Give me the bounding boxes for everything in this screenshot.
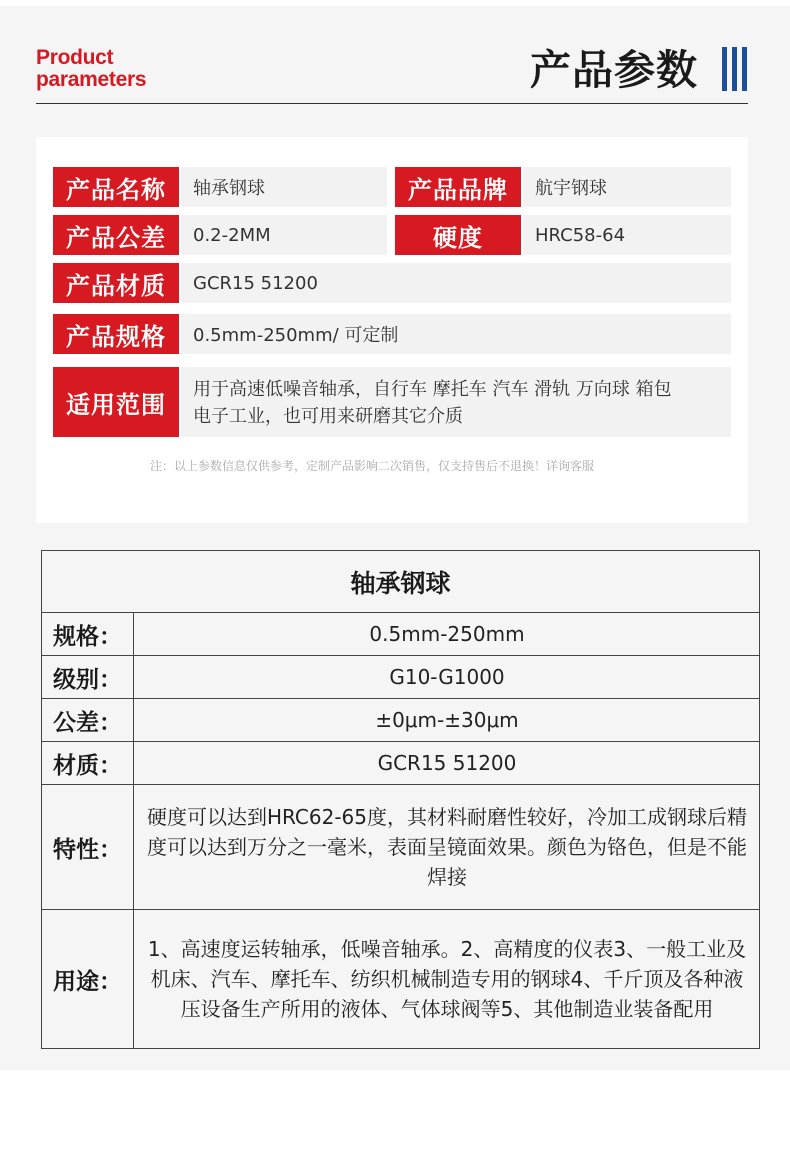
table-row-value: ±0μm-±30μm	[375, 708, 519, 732]
table-row	[42, 656, 759, 699]
table-row	[42, 613, 759, 656]
product-material-value: GCR15 51200	[181, 263, 731, 303]
table-row-value: 0.5mm-250mm	[369, 622, 525, 646]
header-english-title	[36, 47, 146, 91]
product-spec-label: 产品规格	[53, 314, 179, 354]
disclaimer-note: 注：以上参数信息仅供参考，定制产品影响二次销售，仅支持售后不退换！详询客服	[150, 459, 595, 473]
table-row-value: 硬度可以达到HRC62-65度，其材料耐磨性较好，冷加工成钢球后精度可以达到万分之一毫米，表面呈镜面效果。颜色为铬色，但是不能焊接	[146, 805, 748, 889]
spec-table-title: 轴承钢球	[42, 551, 759, 613]
bars-icon	[722, 47, 750, 91]
product-brand-value: 航宇钢球	[523, 167, 731, 207]
header-english-line1: Product	[36, 46, 114, 69]
table-row-key: 材质：	[42, 742, 134, 784]
product-name-label: 产品名称	[53, 167, 179, 207]
hardness-label: 硬度	[395, 215, 521, 255]
product-material-label: 产品材质	[53, 263, 179, 303]
application-scope-line1: 用于高速低噪音轴承，自行车 摩托车 汽车 滑轨 万向球 箱包	[193, 379, 672, 400]
table-row-key: 特性：	[42, 785, 134, 909]
table-row-value: 1、高速度运转轴承，低噪音轴承。2、高精度的仪表3、一般工业及机床、汽车、摩托车、纺织机械制造专用的钢球4、千斤顶及各种液压设备生产所用的液体、气体球阀等5、其他制造业装备配用	[147, 937, 747, 1021]
table-row-key: 用途：	[42, 910, 134, 1048]
product-spec-value: 0.5mm-250mm/ 可定制	[181, 314, 731, 354]
product-brand-label: 产品品牌	[395, 167, 521, 207]
table-row	[42, 742, 759, 785]
table-row	[42, 910, 759, 1048]
header-chinese-title: 产品参数	[530, 46, 698, 94]
header-divider	[36, 103, 748, 104]
table-row-key: 公差：	[42, 699, 134, 741]
table-row-key: 规格：	[42, 613, 134, 655]
product-tolerance-label: 产品公差	[53, 215, 179, 255]
table-row-value: GCR15 51200	[377, 751, 517, 775]
application-scope-label: 适用范围	[53, 367, 179, 437]
hardness-value: HRC58-64	[523, 215, 731, 255]
table-row	[42, 785, 759, 910]
product-name-value: 轴承钢球	[181, 167, 387, 207]
table-row-key: 级别：	[42, 656, 134, 698]
application-scope-line2: 电子工业，也可用来研磨其它介质	[193, 406, 463, 427]
application-scope-value	[181, 367, 731, 437]
spec-table	[41, 550, 760, 1049]
product-tolerance-value: 0.2-2MM	[181, 215, 387, 255]
table-row	[42, 699, 759, 742]
table-row-value: G10-G1000	[389, 665, 505, 689]
header-english-line2: parameters	[36, 68, 147, 91]
